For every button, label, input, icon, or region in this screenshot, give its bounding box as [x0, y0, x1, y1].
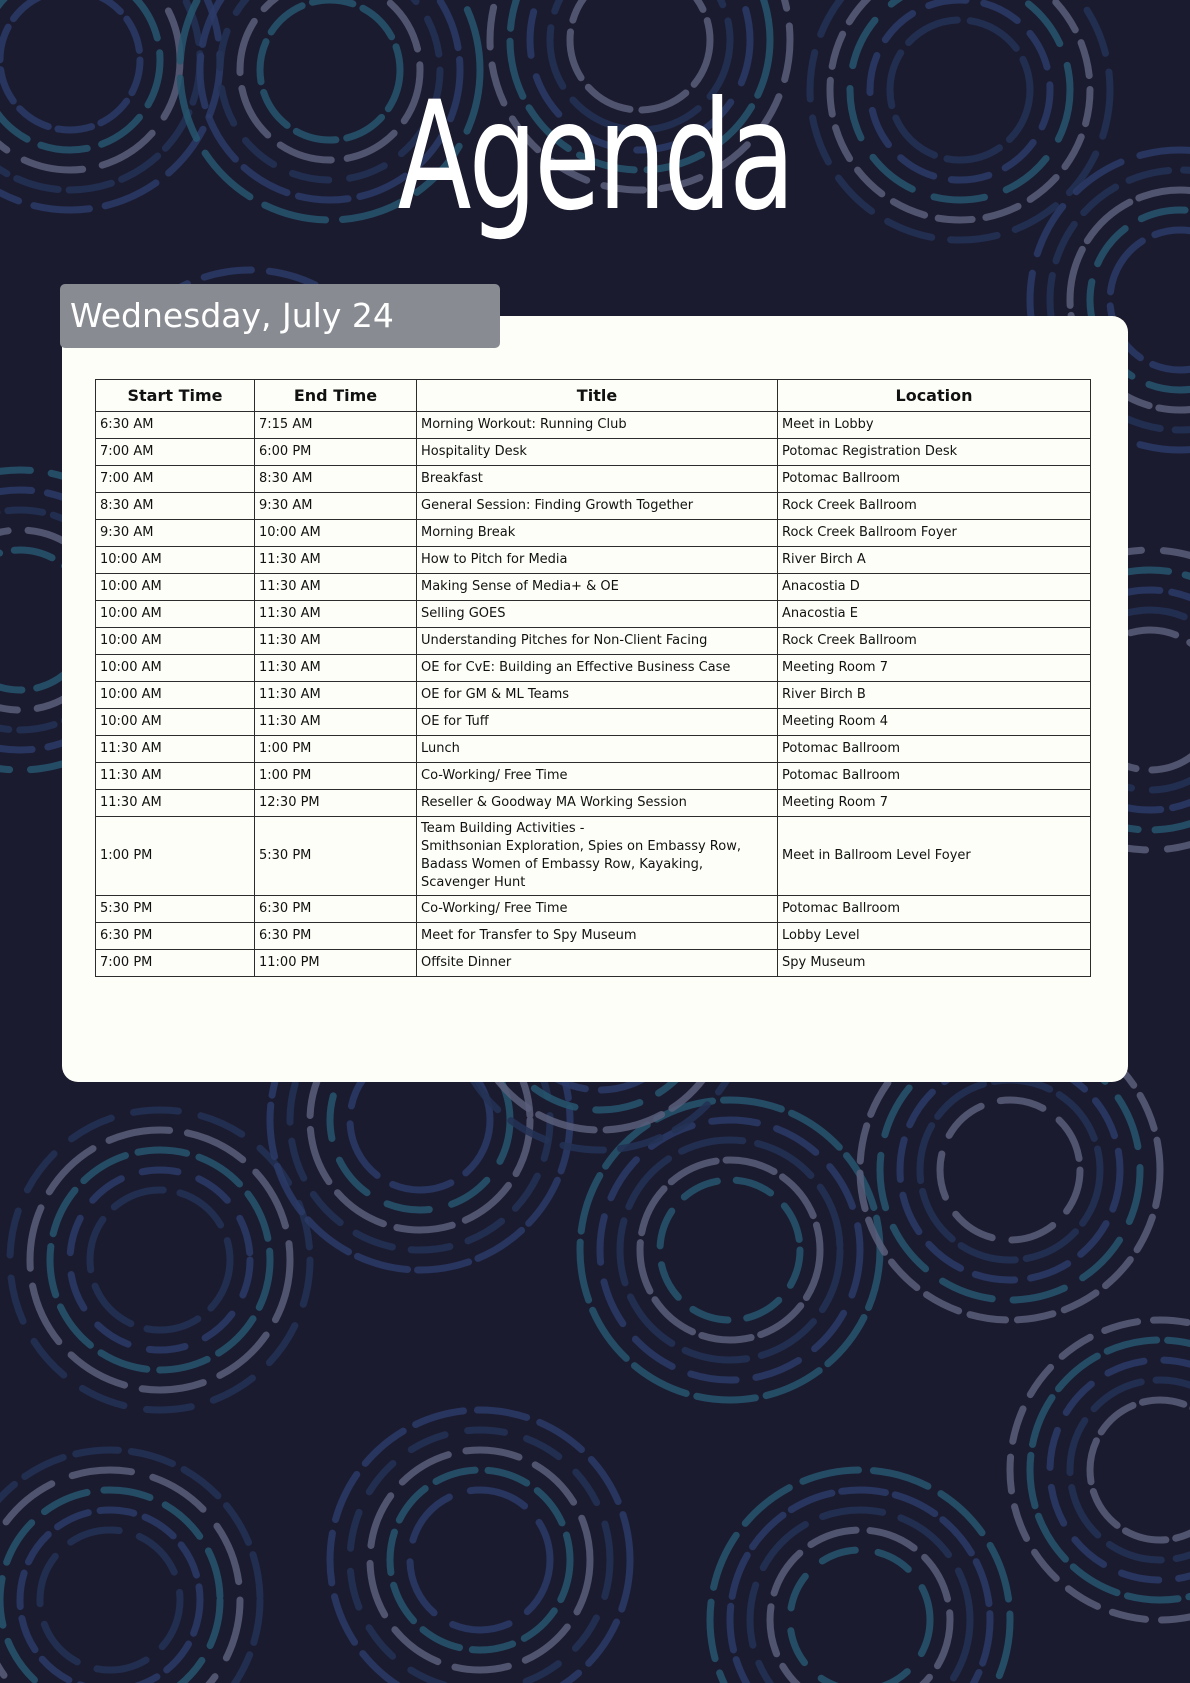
title-cell: Offsite Dinner [417, 950, 778, 977]
start-time-cell: 7:00 AM [96, 439, 255, 466]
table-row [96, 763, 1091, 790]
location-cell: River Birch B [778, 682, 1091, 709]
table-row [96, 466, 1091, 493]
table-row [96, 655, 1091, 682]
table-row [96, 493, 1091, 520]
pattern-arc [20, 1510, 200, 1683]
start-time-cell: 8:30 AM [96, 493, 255, 520]
title-cell: Reseller & Goodway MA Working Session [417, 790, 778, 817]
table-row [96, 412, 1091, 439]
table-row [96, 923, 1091, 950]
title-cell: OE for CvE: Building an Effective Business Case [417, 655, 778, 682]
start-time-cell: 11:30 AM [96, 736, 255, 763]
table-row [96, 896, 1091, 923]
pattern-arc [1090, 1400, 1190, 1540]
end-time-cell: 12:30 PM [255, 790, 417, 817]
end-time-cell: 5:30 PM [255, 817, 417, 896]
table-row [96, 790, 1091, 817]
location-cell: Rock Creek Ballroom [778, 628, 1091, 655]
location-cell: Meeting Room 7 [778, 655, 1091, 682]
location-cell: Potomac Ballroom [778, 763, 1091, 790]
pattern-arc [0, 0, 140, 130]
start-time-cell: 10:00 AM [96, 628, 255, 655]
title-cell: OE for GM & ML Teams [417, 682, 778, 709]
end-time-cell: 1:00 PM [255, 736, 417, 763]
location-cell: Potomac Ballroom [778, 466, 1091, 493]
title-cell [417, 817, 778, 896]
pattern-arc [0, 1450, 260, 1683]
title-cell: OE for Tuff [417, 709, 778, 736]
end-time-cell: 11:30 AM [255, 574, 417, 601]
pattern-arc [940, 1100, 1080, 1240]
end-time-cell: 6:00 PM [255, 439, 417, 466]
end-time-cell: 11:30 AM [255, 709, 417, 736]
start-time-cell: 10:00 AM [96, 547, 255, 574]
location-cell: Rock Creek Ballroom Foyer [778, 520, 1091, 547]
title-cell: Lunch [417, 736, 778, 763]
table-row [96, 601, 1091, 628]
end-time-cell: 11:30 AM [255, 682, 417, 709]
day-heading: Wednesday, July 24 [60, 284, 500, 348]
end-time-cell: 11:00 PM [255, 950, 417, 977]
start-time-cell: 11:30 AM [96, 763, 255, 790]
page-title: Agenda [397, 70, 793, 244]
column-header-location: Location [778, 380, 1091, 412]
location-cell: Lobby Level [778, 923, 1091, 950]
location-cell: Rock Creek Ballroom [778, 493, 1091, 520]
pattern-arc [660, 1180, 800, 1320]
pattern-arc [90, 1190, 230, 1330]
title-cell-detail: Smithsonian Exploration, Spies on Embassy Row, Badass Women of Embassy Row, Kayaking, Scavenger Hunt [421, 839, 741, 890]
end-time-cell: 11:30 AM [255, 655, 417, 682]
pattern-arc [70, 1170, 250, 1350]
pattern-arc [900, 1060, 1120, 1280]
start-time-cell: 1:00 PM [96, 817, 255, 896]
end-time-cell: 6:30 PM [255, 896, 417, 923]
start-time-cell: 7:00 AM [96, 466, 255, 493]
title-cell: Breakfast [417, 466, 778, 493]
table-row [96, 439, 1091, 466]
table-row [96, 736, 1091, 763]
end-time-cell: 11:30 AM [255, 547, 417, 574]
location-cell: Meeting Room 4 [778, 709, 1091, 736]
pattern-arc [1010, 1320, 1190, 1620]
pattern-arc [920, 1080, 1100, 1260]
pattern-arc [730, 1490, 990, 1683]
location-cell: Meet in Ballroom Level Foyer [778, 817, 1091, 896]
table-row [96, 709, 1091, 736]
column-header-title: Title [417, 380, 778, 412]
location-cell: Potomac Ballroom [778, 896, 1091, 923]
start-time-cell: 10:00 AM [96, 655, 255, 682]
pattern-arc [790, 1550, 930, 1683]
title-cell: Morning Workout: Running Club [417, 412, 778, 439]
end-time-cell: 11:30 AM [255, 628, 417, 655]
title-cell: Understanding Pitches for Non-Client Facing [417, 628, 778, 655]
title-cell: How to Pitch for Media [417, 547, 778, 574]
pattern-arc [770, 1530, 950, 1683]
pattern-arc [390, 1470, 570, 1650]
end-time-cell: 6:30 PM [255, 923, 417, 950]
location-cell: Potomac Ballroom [778, 736, 1091, 763]
title-cell: Co-Working/ Free Time [417, 896, 778, 923]
start-time-cell: 5:30 PM [96, 896, 255, 923]
end-time-cell: 9:30 AM [255, 493, 417, 520]
table-row [96, 628, 1091, 655]
start-time-cell: 9:30 AM [96, 520, 255, 547]
start-time-cell: 6:30 AM [96, 412, 255, 439]
location-cell: Spy Museum [778, 950, 1091, 977]
pattern-arc [50, 1150, 270, 1370]
location-cell: Anacostia D [778, 574, 1091, 601]
title-cell: Hospitality Desk [417, 439, 778, 466]
location-cell: River Birch A [778, 547, 1091, 574]
agenda-table [95, 379, 1091, 977]
end-time-cell: 1:00 PM [255, 763, 417, 790]
start-time-cell: 10:00 AM [96, 682, 255, 709]
start-time-cell: 10:00 AM [96, 574, 255, 601]
table-row [96, 574, 1091, 601]
start-time-cell: 7:00 PM [96, 950, 255, 977]
location-cell: Potomac Registration Desk [778, 439, 1091, 466]
column-header-start-time: Start Time [96, 380, 255, 412]
start-time-cell: 10:00 AM [96, 709, 255, 736]
start-time-cell: 10:00 AM [96, 601, 255, 628]
title-cell-heading: Team Building Activities - [421, 821, 585, 836]
table-row [96, 547, 1091, 574]
start-time-cell: 11:30 AM [96, 790, 255, 817]
pattern-arc [750, 1510, 970, 1683]
title-cell: Co-Working/ Free Time [417, 763, 778, 790]
title-cell: Selling GOES [417, 601, 778, 628]
location-cell: Anacostia E [778, 601, 1091, 628]
column-header-end-time: End Time [255, 380, 417, 412]
table-row [96, 950, 1091, 977]
title-cell: Morning Break [417, 520, 778, 547]
title-cell: General Session: Finding Growth Together [417, 493, 778, 520]
pattern-arc [620, 1140, 840, 1360]
start-time-cell: 6:30 PM [96, 923, 255, 950]
table-header-row [96, 380, 1091, 412]
title-cell: Meet for Transfer to Spy Museum [417, 923, 778, 950]
pattern-arc [0, 1490, 220, 1683]
table-row [96, 817, 1091, 896]
table-row [96, 682, 1091, 709]
end-time-cell: 7:15 AM [255, 412, 417, 439]
pattern-arc [640, 1160, 820, 1340]
pattern-arc [10, 1110, 310, 1410]
end-time-cell: 10:00 AM [255, 520, 417, 547]
table-row [96, 520, 1091, 547]
end-time-cell: 11:30 AM [255, 601, 417, 628]
pattern-arc [410, 1490, 550, 1630]
pattern-arc [40, 1530, 180, 1670]
location-cell: Meet in Lobby [778, 412, 1091, 439]
pattern-arc [370, 1450, 590, 1670]
location-cell: Meeting Room 7 [778, 790, 1091, 817]
end-time-cell: 8:30 AM [255, 466, 417, 493]
title-cell: Making Sense of Media+ & OE [417, 574, 778, 601]
